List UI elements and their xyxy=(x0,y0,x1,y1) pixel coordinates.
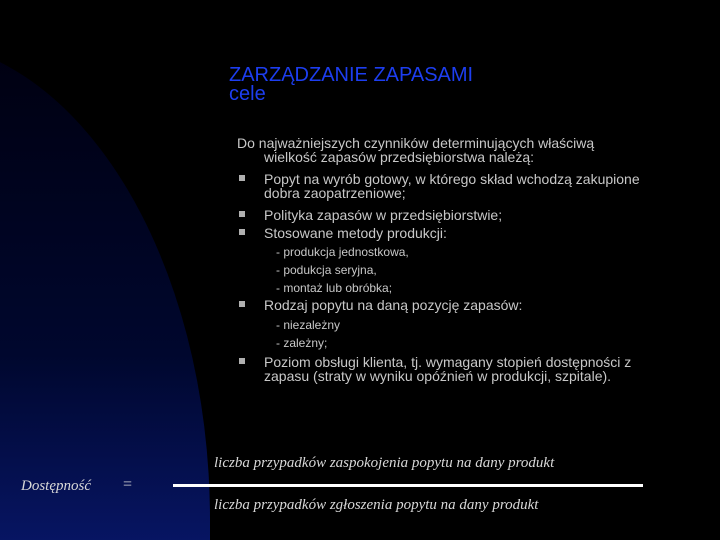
formula-denominator: liczba przypadków zgłoszenia popytu na dany produkt xyxy=(214,497,539,513)
bullet-text: Poziom obsługi klienta, tj. wymagany stopień dostępności z xyxy=(264,354,632,370)
square-bullet-icon xyxy=(239,211,245,217)
formula-numerator: liczba przypadków zaspokojenia popytu na dany produkt xyxy=(214,455,555,471)
formula-label: Dostępność xyxy=(21,478,91,494)
title-line-main: ZARZĄDZANIE ZAPASAMI xyxy=(229,64,474,86)
intro-line-2: wielkość zapasów przedsiębiorstwa należą: xyxy=(264,149,535,165)
bullet-text-cont: dobra zaopatrzeniowe; xyxy=(264,185,406,201)
production-method-line: - montaż lub obróbka; xyxy=(276,281,393,295)
demand-type-line: - niezależny xyxy=(276,318,341,332)
intro-line-1: Do najważniejszych czynników determinujących właściwą xyxy=(237,135,595,151)
bullet-text: Polityka zapasów w przedsiębiorstwie; xyxy=(264,207,503,223)
demand-type-line: - zależny; xyxy=(276,336,328,350)
square-bullet-icon xyxy=(239,175,245,181)
bullet-text: Rodzaj popytu na daną pozycję zapasów: xyxy=(264,297,523,313)
square-bullet-icon xyxy=(239,358,245,364)
square-bullet-icon xyxy=(239,229,245,235)
fraction-bar xyxy=(173,484,643,487)
slide-title xyxy=(229,66,473,104)
square-bullet-icon xyxy=(239,301,245,307)
production-method-line: - produkcja jednostkowa, xyxy=(276,245,409,259)
production-method-line: - podukcja seryjna, xyxy=(276,263,377,277)
bullet-text-cont: zapasu (straty w wyniku opóźnień w produkcji, szpitale). xyxy=(264,368,612,384)
intro-text xyxy=(237,136,707,164)
blue-gradient-shape xyxy=(0,40,210,540)
formula-equals-sign: = xyxy=(123,476,133,493)
bullet-text: Stosowane metody produkcji: xyxy=(264,225,447,241)
title-line-sub: cele xyxy=(229,83,266,105)
bullet-text: Popyt na wyrób gotowy, w którego skład wchodzą zakupione xyxy=(264,171,640,187)
